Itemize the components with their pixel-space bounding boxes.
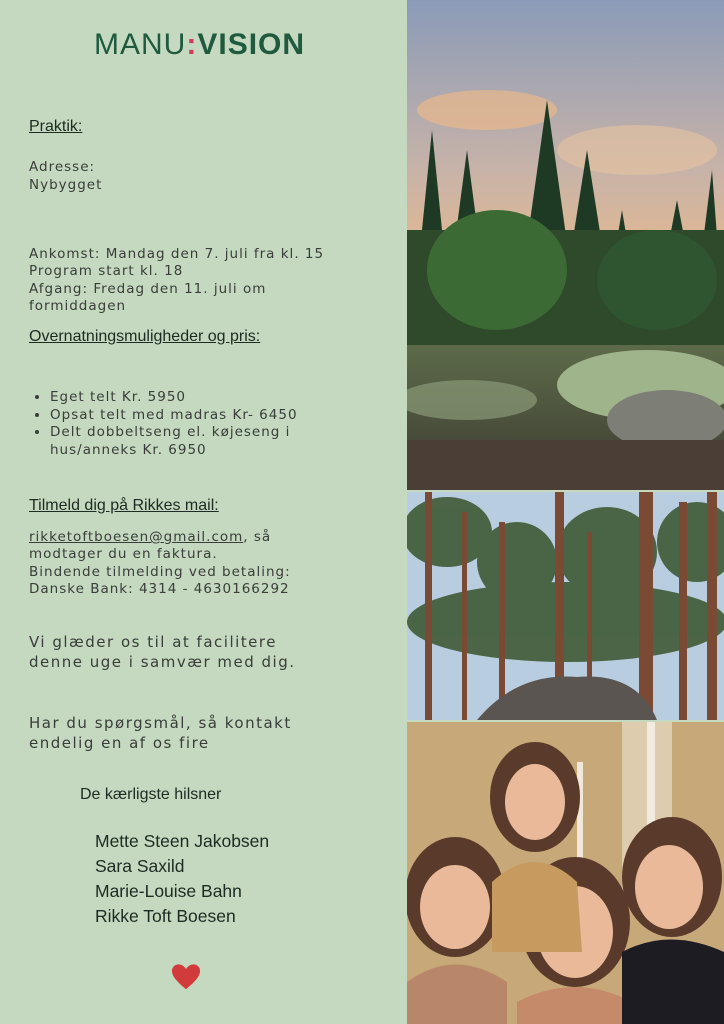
address-label: Adresse:	[29, 159, 96, 175]
address-value: Nybygget	[29, 177, 103, 193]
logo-part1: MANU	[94, 28, 187, 61]
contact-line2: endelig en af os fire	[29, 734, 210, 752]
team-photo	[407, 722, 724, 1024]
price-item: • Delt dobbeltseng el. køjeseng i	[50, 424, 298, 442]
bank-details: Danske Bank: 4314 - 4630166292	[29, 581, 290, 597]
practical-heading: Praktik:	[29, 118, 83, 135]
signature-list	[95, 829, 269, 929]
heart-icon	[171, 962, 201, 992]
logo-part2: VISION	[197, 28, 306, 61]
signup-line3: Bindende tilmelding ved betaling:	[29, 564, 291, 580]
message-line1: Vi glæder os til at facilitere	[29, 633, 277, 651]
message-line2: denne uge i samvær med dig.	[29, 653, 296, 671]
departure-text: Afgang: Fredag den 11. juli om	[29, 281, 267, 297]
email-link[interactable]: rikketoftboesen@gmail.com	[29, 529, 244, 545]
logo	[94, 28, 305, 62]
price-item: • Opsat telt med madras Kr- 6450	[50, 407, 298, 425]
contact-line1: Har du spørgsmål, så kontakt	[29, 714, 292, 732]
email-suffix: , så	[243, 529, 272, 545]
price-item: • Eget telt Kr. 5950	[50, 389, 298, 407]
signup-heading: Tilmeld dig på Rikkes mail:	[29, 497, 219, 514]
program-start-text: Program start kl. 18	[29, 263, 184, 279]
departure-text-cont: formiddagen	[29, 298, 127, 314]
accommodation-heading: Overnatningsmuligheder og pris:	[29, 328, 261, 345]
forest-sky-photo	[407, 0, 724, 490]
signup-email-line	[29, 529, 271, 546]
price-item: hus/anneks Kr. 6950	[50, 441, 207, 458]
signature-name: Mette Steen Jakobsen	[95, 831, 270, 851]
price-list	[34, 389, 298, 459]
pine-forest-photo	[407, 492, 724, 720]
greeting: De kærligste hilsner	[80, 786, 222, 803]
signature-name: Marie-Louise Bahn	[95, 881, 242, 901]
arrival-text: Ankomst: Mandag den 7. juli fra kl. 15	[29, 246, 325, 262]
signup-line2: modtager du en faktura.	[29, 546, 218, 562]
signature-name: Sara Saxild	[95, 856, 185, 876]
logo-separator: :	[186, 28, 198, 61]
signature-name: Rikke Toft Boesen	[95, 906, 236, 926]
